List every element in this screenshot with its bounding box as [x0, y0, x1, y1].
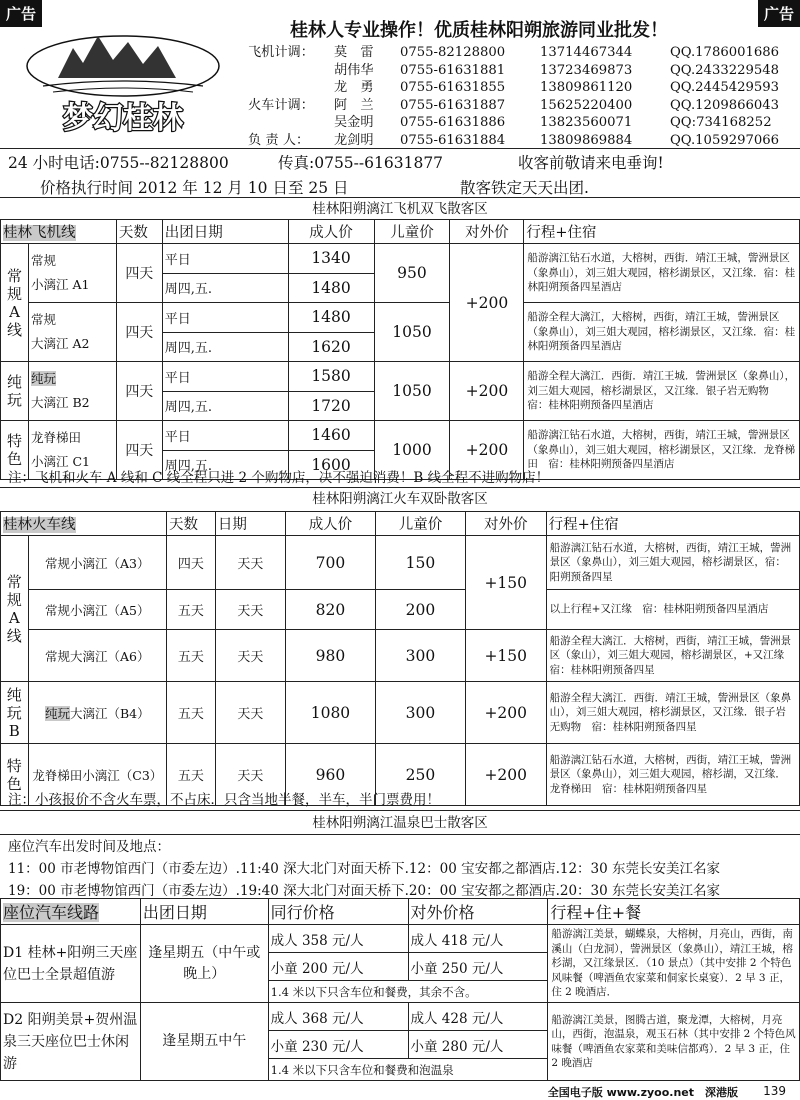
external-price: +200	[465, 744, 546, 806]
category-label	[1, 362, 29, 421]
mountain-icon	[58, 36, 176, 78]
contact-row	[248, 62, 798, 80]
contact-name: 阿 兰	[334, 97, 374, 113]
header-route-label: 座位汽车线路	[3, 903, 100, 922]
category-char: 色	[6, 774, 22, 793]
external-price: +200	[450, 362, 524, 421]
route-title: 常规小漓江（A3）	[45, 555, 150, 571]
ext-child-price: 小童 250 元/人	[408, 953, 548, 981]
contact-row	[248, 114, 798, 132]
flight-row	[1, 362, 800, 392]
header-cell: 儿童价	[376, 512, 466, 536]
route-type: 常规	[30, 253, 56, 268]
header-cell: 成人价	[288, 220, 374, 244]
contact-mobile: 13809869884	[540, 132, 633, 148]
itinerary: 船游漓江钻石水道，大榕树，西街．靖江王城，訾洲景区（象鼻山），刘三姐大观园，榕杉湖景区，又江缘．宿：桂林阳朔预备四星酒店	[524, 244, 800, 303]
route-name-line-1	[31, 426, 114, 450]
route-days: 五天	[166, 590, 215, 630]
route-days: 四天	[116, 362, 162, 421]
adult-price: 700	[285, 536, 375, 590]
contact-mobile: 13723469873	[540, 62, 633, 78]
child-price: 150	[376, 536, 466, 590]
ad-badge-left: 广告	[0, 0, 42, 27]
header-cell: 天数	[116, 220, 162, 244]
train-section-title: 桂林阳朔漓江火车双卧散客区	[312, 491, 488, 507]
train-table	[0, 511, 800, 806]
adult-price: 1620	[288, 332, 374, 362]
category-char: A	[8, 608, 20, 627]
bus-section-title: 桂林阳朔漓江温泉巴士散客区	[312, 815, 488, 831]
adult-price: 1460	[288, 421, 374, 451]
route-date: 天天	[215, 744, 285, 806]
peer-child-price: 小童 230 元/人	[268, 1031, 408, 1059]
header-cell: 日期	[215, 512, 285, 536]
header-cell: 成人价	[285, 512, 375, 536]
valid-period: 价格执行时间 2012 年 12 月 10 日至 25 日	[40, 179, 349, 197]
header-cell: 出团日期	[162, 220, 288, 244]
category-char: 玩	[6, 703, 22, 722]
contact-tel: 0755-61631884	[400, 132, 506, 148]
route-days: 五天	[166, 630, 215, 682]
category-label	[1, 244, 29, 362]
header-cell: 行程+住宿	[546, 512, 799, 536]
hotline: 24 小时电话:0755--82128800	[8, 154, 229, 172]
date-weekend: 周四,五.	[162, 332, 288, 362]
route-type: 龙脊梯田	[30, 430, 81, 445]
category-char: 规	[6, 590, 22, 609]
route-tag: 纯玩	[44, 705, 70, 721]
train-row	[1, 536, 800, 590]
bus-departures	[8, 836, 798, 902]
flight-note: 注：飞机和火车 A 线和 C 线全程只进 2 个购物店，决不强迫消费！B 线全程不进购物店！	[8, 470, 550, 486]
train-row	[1, 682, 800, 744]
route-title: 大漓江（B4）	[69, 705, 150, 721]
adult-price: 820	[285, 590, 375, 630]
itinerary: 船游全程大漓江．西街．靖江王城．訾洲景区（象鼻山），刘三姐大观园，榕杉湖景区，又江缘．银子岩无购物 宿：桂林阳朔预备四星酒店	[524, 362, 800, 421]
bus-row	[1, 1003, 800, 1031]
adult-price: 960	[285, 744, 375, 806]
route-days: 四天	[166, 536, 215, 590]
route-name-line-1	[31, 308, 114, 332]
category-char: 玩	[6, 391, 22, 409]
contact-name: 龙剑明	[334, 132, 374, 148]
header-cell: 天数	[166, 512, 215, 536]
adult-price: 1340	[288, 244, 374, 274]
date-weekday: 平日	[162, 244, 288, 274]
page-number: 139	[763, 1084, 786, 1098]
header-cell	[1, 899, 141, 925]
category-label	[1, 536, 29, 682]
contact-role: 火车计调：	[248, 97, 314, 113]
ext-adult-price: 成人 428 元/人	[408, 1003, 548, 1031]
contact-tel: 0755-61631886	[400, 115, 506, 130]
adult-price: 1580	[288, 362, 374, 392]
route-name	[28, 303, 116, 362]
route-title: 常规小漓江（A5）	[45, 602, 150, 618]
adult-price: 980	[285, 630, 375, 682]
contact-qq: QQ.1786001686	[670, 45, 780, 60]
route-days: 五天	[166, 744, 215, 806]
contact-name: 龙 勇	[334, 80, 374, 95]
route-date: 天天	[215, 590, 285, 630]
info-line-2	[40, 176, 800, 198]
date-weekend: 周四,五.	[162, 450, 288, 480]
flight-row	[1, 421, 800, 451]
peer-adult-price: 成人 358 元/人	[268, 925, 408, 953]
category-char: 常	[6, 572, 22, 591]
child-price: 250	[376, 744, 466, 806]
contact-mobile: 13823560071	[540, 115, 633, 130]
flight-row	[1, 303, 800, 333]
header-route	[1, 220, 117, 244]
bus-departure-1: 11：00 市老博物馆西门（市委左边）.11:40 深大北门对面天桥下.12：00 宝安都之都酒店.12：30 东莞长安美江名家	[8, 861, 721, 877]
adult-price: 1480	[288, 273, 374, 303]
child-price: 1050	[374, 362, 450, 421]
external-price: +200	[465, 682, 546, 744]
date-weekend: 周四,五.	[162, 391, 288, 421]
category-char: 纯	[6, 373, 22, 391]
contact-list	[248, 44, 798, 149]
header-route-label: 桂林火车线	[3, 517, 76, 533]
footer	[0, 1082, 800, 1100]
header-cell: 出团日期	[140, 899, 268, 925]
contact-role	[248, 62, 334, 80]
itinerary: 船游全程大漓江，大榕树，西街，靖江王城，訾洲景区（象鼻山），刘三姐大观园，榕杉湖景区，又江缘．宿：桂林阳朔预备四星酒店	[524, 303, 800, 362]
bus-departure-title: 座位汽车出发时间及地点：	[8, 839, 170, 855]
info-line-1	[8, 151, 798, 173]
contact-row	[248, 132, 798, 150]
contact-mobile: 15625220400	[540, 97, 633, 113]
route-days: 四天	[116, 244, 162, 303]
contact-tel: 0755-82128800	[400, 45, 506, 60]
category-char: A	[9, 302, 20, 321]
contact-name: 吴金明	[334, 115, 374, 130]
footer-text: 全国电子版 www.zyoo.net 深港版	[547, 1086, 738, 1099]
child-price: 1000	[374, 421, 450, 480]
external-price: +200	[450, 244, 524, 362]
child-price: 950	[374, 244, 450, 303]
contact-tel: 0755-61631855	[400, 80, 506, 95]
child-price: 300	[376, 682, 466, 744]
route-name	[28, 682, 166, 744]
header-cell: 对外价格	[408, 899, 548, 925]
route-days: 四天	[116, 303, 162, 362]
route-days: 五天	[166, 682, 215, 744]
contact-tel: 0755-61631881	[400, 62, 506, 78]
flight-table	[0, 219, 800, 480]
itinerary: 船游全程大漓江．大榕树，西街，靖江王城，訾洲景区（象山），刘三姐大观园，榕杉湖景区，+又江缘宿：桂林阳朔预备四星	[546, 630, 799, 682]
category-char: 线	[6, 626, 22, 645]
route-date: 天天	[215, 682, 285, 744]
route-type: 纯玩	[30, 371, 56, 386]
route-name-line-2: 大漓江 B2	[30, 395, 90, 410]
adult-price: 1080	[285, 682, 375, 744]
logo	[18, 28, 228, 140]
price-note: 1.4 米以下只含车位和餐费和泡温泉	[268, 1059, 548, 1081]
train-header-row	[1, 512, 800, 536]
itinerary: 船游漓江美景，图腾古道，聚龙潭，大榕树，月亮山，西街，泡温泉，观玉石林（其中安排 2 个特色风味餐（啤酒鱼农家菜和美味信都鸡）．2 早 3 正，住 2 晚酒店	[548, 1003, 800, 1081]
itinerary: 船游漓江钻石水道，大榕树，西街，靖江王城，訾洲景区（象鼻山），刘三姐大观园，榕杉湖，又江缘．龙脊梯田 宿：桂林阳朔预备四星	[546, 744, 799, 806]
route-name-line-2: 小漓江 C1	[30, 454, 90, 469]
route-type: 常规	[30, 312, 56, 327]
route-name	[28, 630, 166, 682]
contact-qq: QQ.2433229548	[670, 62, 780, 78]
date-weekday: 平日	[162, 303, 288, 333]
contact-row	[248, 97, 798, 115]
route-name: D2 阳朔美景+贺州温泉三天座位巴士休闲游	[1, 1003, 141, 1081]
flight-section-title: 桂林阳朔漓江飞机双飞散客区	[312, 201, 488, 217]
contact-role: 负 责 人：	[248, 132, 310, 148]
ext-adult-price: 成人 418 元/人	[408, 925, 548, 953]
contact-tel: 0755-61631887	[400, 97, 506, 113]
flight-header-row	[1, 220, 800, 244]
child-price: 200	[376, 590, 466, 630]
itinerary: 船游漓江美景，蝴蝶泉，大榕树，月亮山，西街，南溪山（白龙洞），訾洲景区（象鼻山），靖江王城，榕杉湖，又江缘景区．（10 景点）（其中安排 2 个特色风味餐（啤酒鱼农家菜和侗家长桌宴）．2 早 3 正，住 2 晚酒店．	[548, 925, 800, 1003]
category-char: 规	[6, 284, 22, 303]
category-char: 线	[6, 320, 22, 339]
header-cell: 行程+住宿	[524, 220, 800, 244]
route-date: 天天	[215, 630, 285, 682]
contact-name: 莫 雷	[334, 45, 374, 60]
contact-qq: QQ.1209866043	[670, 97, 780, 113]
peer-adult-price: 成人 368 元/人	[268, 1003, 408, 1031]
category-char: 特	[6, 432, 22, 450]
ad-badge-right: 广告	[758, 0, 800, 27]
price-note: 1.4 米以下只含车位和餐费，其余不含。	[268, 981, 548, 1003]
slogan: 桂林人专业操作！优质桂林阳朔旅游同业批发！	[290, 20, 668, 41]
contact-role: 飞机计调：	[248, 45, 314, 60]
bus-table	[0, 898, 800, 1081]
external-price: +150	[465, 630, 546, 682]
route-name-line-2: 大漓江 A2	[30, 336, 90, 351]
route-name: D1 桂林+阳朔三天座位巴士全景超值游	[1, 925, 141, 1003]
bus-header-row	[1, 899, 800, 925]
train-row	[1, 630, 800, 682]
adult-price: 1720	[288, 391, 374, 421]
external-price: +150	[465, 536, 546, 630]
route-title: 龙脊梯田小漓江（C3）	[32, 767, 163, 783]
contact-mobile: 13809861120	[540, 80, 633, 95]
child-price: 1050	[374, 303, 450, 362]
header-cell: 同行价格	[268, 899, 408, 925]
contact-role	[248, 114, 334, 132]
bus-row	[1, 925, 800, 953]
category-char: 特	[6, 756, 22, 775]
category-char: B	[8, 721, 20, 740]
adult-price: 1480	[288, 303, 374, 333]
adult-price: 1600	[288, 450, 374, 480]
date-weekday: 平日	[162, 362, 288, 392]
header-route	[1, 512, 167, 536]
contact-mobile: 13714467344	[540, 45, 633, 60]
contact-row	[248, 79, 798, 97]
route-name-line-1	[31, 367, 114, 391]
header-cell: 对外价	[450, 220, 524, 244]
fax: 传真:0755--61631877	[278, 154, 444, 172]
bus-departure-2: 19：00 市老博物馆西门（市委左边）.19:40 深大北门对面天桥下.20：00 宝安都之都酒店.20：30 东莞长安美江名家	[8, 883, 721, 899]
peer-child-price: 小童 200 元/人	[268, 953, 408, 981]
contact-qq: QQ.1059297066	[670, 132, 780, 148]
contact-role	[248, 79, 334, 97]
header-cell: 对外价	[465, 512, 546, 536]
itinerary: 以上行程+又江缘 宿：桂林阳朔预备四星酒店	[546, 590, 799, 630]
itinerary: 船游漓江钻石水道，大榕树，西街，靖江王城，訾洲景区（象鼻山），刘三姐大观园，榕杉湖景区，又江缘．龙脊梯田 宿：桂林阳朔预备四星酒店	[524, 421, 800, 480]
route-date: 逢星期五（中午或晚上）	[140, 925, 268, 1003]
inquiry-notice: 收客前敬请来电垂询!	[518, 154, 664, 172]
contact-qq: QQ.2445429593	[670, 80, 780, 95]
route-date: 逢星期五中午	[140, 1003, 268, 1081]
flight-row	[1, 244, 800, 274]
category-char: 纯	[6, 685, 22, 704]
svg-text:梦幻桂林: 梦幻桂林	[63, 101, 183, 136]
contact-row	[248, 44, 798, 62]
category-char: 色	[6, 450, 22, 468]
itinerary: 船游漓江钻石水道，大榕树，西街，靖江王城，訾洲景区（象鼻山），刘三姐大观园，榕杉湖景区，宿：阳朔预备四星	[546, 536, 799, 590]
header-route-label: 桂林飞机线	[3, 225, 76, 241]
train-note: 注：小孩报价不含火车票，不占床．只含当地半餐，半车，半门票费用！	[8, 792, 440, 808]
header-cell: 儿童价	[374, 220, 450, 244]
route-days: 四天	[116, 421, 162, 480]
route-name-line-2: 小漓江 A1	[30, 277, 90, 292]
route-name	[28, 244, 116, 303]
route-name-line-1	[31, 249, 114, 273]
date-weekend: 周四,五.	[162, 273, 288, 303]
route-name	[28, 362, 116, 421]
daily-departure: 散客铁定天天出团.	[460, 179, 589, 197]
route-name	[28, 590, 166, 630]
train-row	[1, 590, 800, 630]
header-cell: 行程+住+餐	[548, 899, 800, 925]
ext-child-price: 小童 280 元/人	[408, 1031, 548, 1059]
route-title: 常规大漓江（A6）	[45, 648, 150, 664]
date-weekday: 平日	[162, 421, 288, 451]
route-date: 天天	[215, 536, 285, 590]
child-price: 300	[376, 630, 466, 682]
category-char: 常	[6, 266, 22, 285]
contact-name: 胡伟华	[334, 62, 374, 78]
itinerary: 船游全程大漓江．西街．靖江王城，訾洲景区（象鼻山），刘三姐大观园，榕杉湖景区，又江缘．银子岩无购物 宿：桂林阳朔预备四星	[546, 682, 799, 744]
category-label	[1, 682, 29, 744]
external-price: +200	[450, 421, 524, 480]
contact-qq: QQ:734168252	[670, 115, 772, 130]
header	[0, 0, 800, 146]
route-name	[28, 536, 166, 590]
